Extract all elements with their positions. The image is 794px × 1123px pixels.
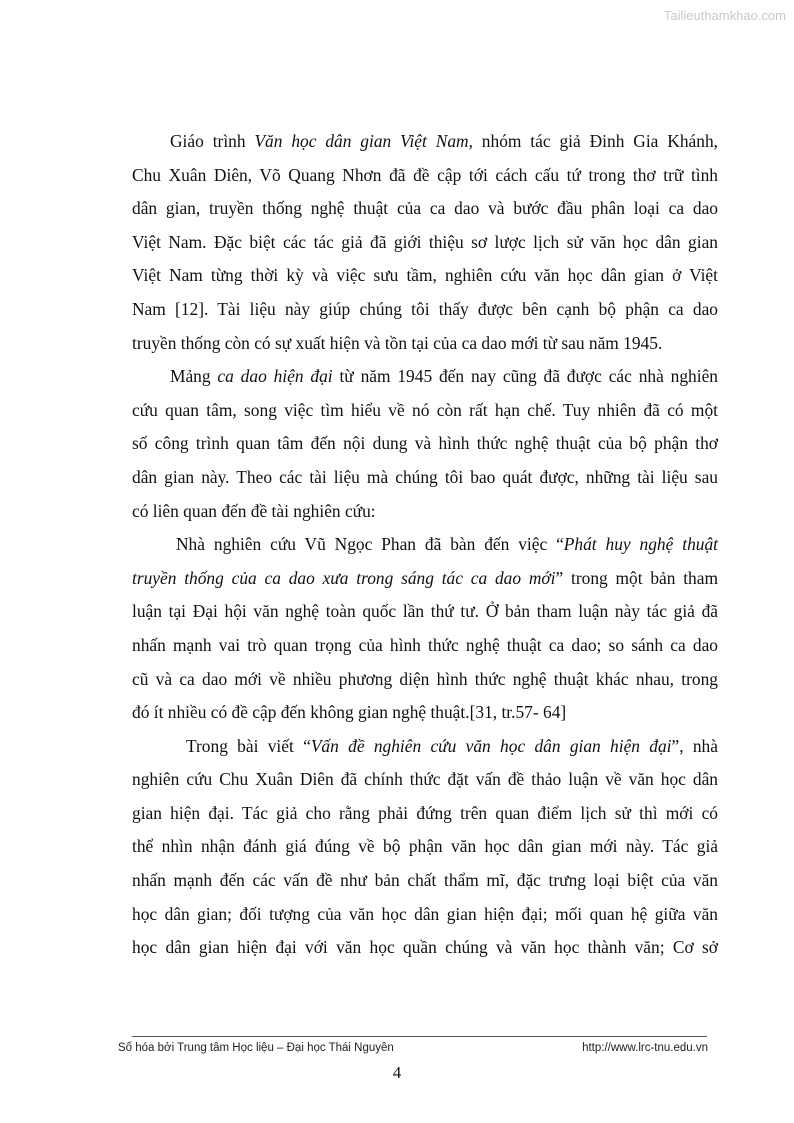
text-segment: dân gian này. Theo các tài liệu mà chúng tôi bao quát được, những tài liệu sau	[132, 466, 718, 487]
italic-segment: Vấn đề nghiên cứu văn học dân gian hiện đại	[310, 735, 672, 756]
text-line	[132, 797, 718, 831]
text-segment: luận tại Đại hội văn nghệ toàn quốc lần thứ tư. Ở bản tham luận này tác giả đã	[132, 601, 718, 622]
text-line	[132, 427, 718, 461]
text-segment: Việt Nam. Đặc biệt các tác giả đã giới thiệu sơ lược lịch sử văn học dân gian	[132, 231, 718, 252]
text-segment: học dân gian; đối tượng của văn học dân gian hiện đại; mối quan hệ giữa văn	[132, 903, 718, 924]
text-segment: Chu Xuân Diên, Võ Quang Nhơn đã đề cập tới cách cấu tứ trong thơ trữ tình	[132, 164, 718, 185]
text-segment: số công trình quan tâm đến nội dung và hình thức nghệ thuật của bộ phận thơ	[132, 433, 718, 454]
text-line	[132, 461, 718, 495]
text-line	[132, 259, 718, 293]
text-line	[132, 562, 718, 596]
text-segment: Giáo trình	[170, 131, 255, 151]
text-segment: học dân gian hiện đại với văn học quần chúng và văn học thành văn; Cơ sở	[132, 937, 718, 958]
text-segment: thể nhìn nhận đánh giá đúng về bộ phận văn học dân gian mới này. Tác giả	[132, 836, 718, 857]
italic-segment: truyền thống của ca dao xưa trong sáng tác ca dao mới	[132, 567, 556, 588]
text-segment: gian hiện đại. Tác giả cho rằng phải đứng trên quan điểm lịch sử thì mới có	[132, 802, 718, 823]
text-line	[132, 898, 718, 932]
text-segment: truyền thống còn có sự xuất hiện và tồn tại của ca dao mới từ sau năm 1945.	[132, 332, 663, 353]
text-segment: nhấn mạnh đến các vấn đề như bản chất thẩm mĩ, đặc trưng loại biệt của văn	[132, 870, 718, 891]
italic-segment: ca dao hiện đại	[217, 366, 333, 387]
footer-source-text: Số hóa bởi Trung tâm Học liệu – Đại học Thái Nguyên	[118, 1042, 394, 1054]
text-segment: từ năm 1945 đến nay cũng đã được các nhà nghiên	[332, 366, 718, 387]
text-segment: Việt Nam từng thời kỳ và việc sưu tầm, nghiên cứu văn học dân gian ở Việt	[132, 265, 718, 286]
text-line	[132, 495, 718, 529]
watermark-text: Tailieuthamkhao.com	[663, 8, 786, 23]
footer-url-link[interactable]: http://www.lrc-tnu.edu.vn	[582, 1042, 708, 1054]
text-line	[132, 830, 718, 864]
text-line	[132, 730, 718, 764]
text-line	[132, 125, 718, 159]
text-line	[132, 864, 718, 898]
text-line	[132, 327, 718, 361]
text-line	[132, 226, 718, 260]
text-segment: dân gian, truyền thống nghệ thuật của ca dao và bước đầu phân loại ca dao	[132, 198, 718, 219]
text-line	[132, 360, 718, 394]
text-segment: có liên quan đến đề tài nghiên cứu:	[132, 500, 376, 521]
text-line	[132, 931, 718, 965]
text-line	[132, 663, 718, 697]
text-line	[132, 528, 718, 562]
text-line	[132, 159, 718, 193]
text-line	[132, 192, 718, 226]
text-segment: nhấn mạnh vai trò quan trọng của hình thức nghệ thuật ca dao; so sánh ca dao	[132, 634, 718, 655]
text-segment: nhóm tác giả Đinh Gia Khánh,	[472, 131, 718, 151]
text-segment: ”, nhà	[671, 735, 718, 756]
page-number: 4	[392, 1063, 402, 1082]
text-line	[132, 763, 718, 797]
text-segment: Trong bài viết “	[186, 735, 311, 756]
text-line	[132, 595, 718, 629]
footer-divider	[132, 1036, 707, 1037]
text-segment: Mảng	[170, 366, 218, 387]
text-segment: Nam [12]. Tài liệu này giúp chúng tôi thấy được bên cạnh bộ phận ca dao	[132, 298, 718, 319]
text-segment: cũ và ca dao mới về nhiều phương diện hình thức nghệ thuật khác nhau, trong	[132, 668, 718, 689]
text-segment: nghiên cứu Chu Xuân Diên đã chính thức đặt vấn đề thảo luận về văn học dân	[132, 769, 718, 790]
document-body	[132, 125, 718, 965]
italic-segment: Văn học dân gian Việt Nam,	[254, 131, 473, 151]
text-line	[132, 293, 718, 327]
text-line	[132, 394, 718, 428]
text-segment: ” trong một bản tham	[555, 567, 719, 588]
italic-segment: Phát huy nghệ thuật	[563, 534, 718, 555]
text-segment: đó ít nhiều có đề cập đến không gian nghệ thuật.[31, tr.57- 64]	[132, 702, 567, 723]
text-segment: cứu quan tâm, song việc tìm hiểu về nó còn rất hạn chế. Tuy nhiên đã có một	[132, 399, 718, 420]
text-line	[132, 696, 718, 730]
text-line	[132, 629, 718, 663]
text-segment: Nhà nghiên cứu Vũ Ngọc Phan đã bàn đến việc “	[176, 534, 564, 555]
